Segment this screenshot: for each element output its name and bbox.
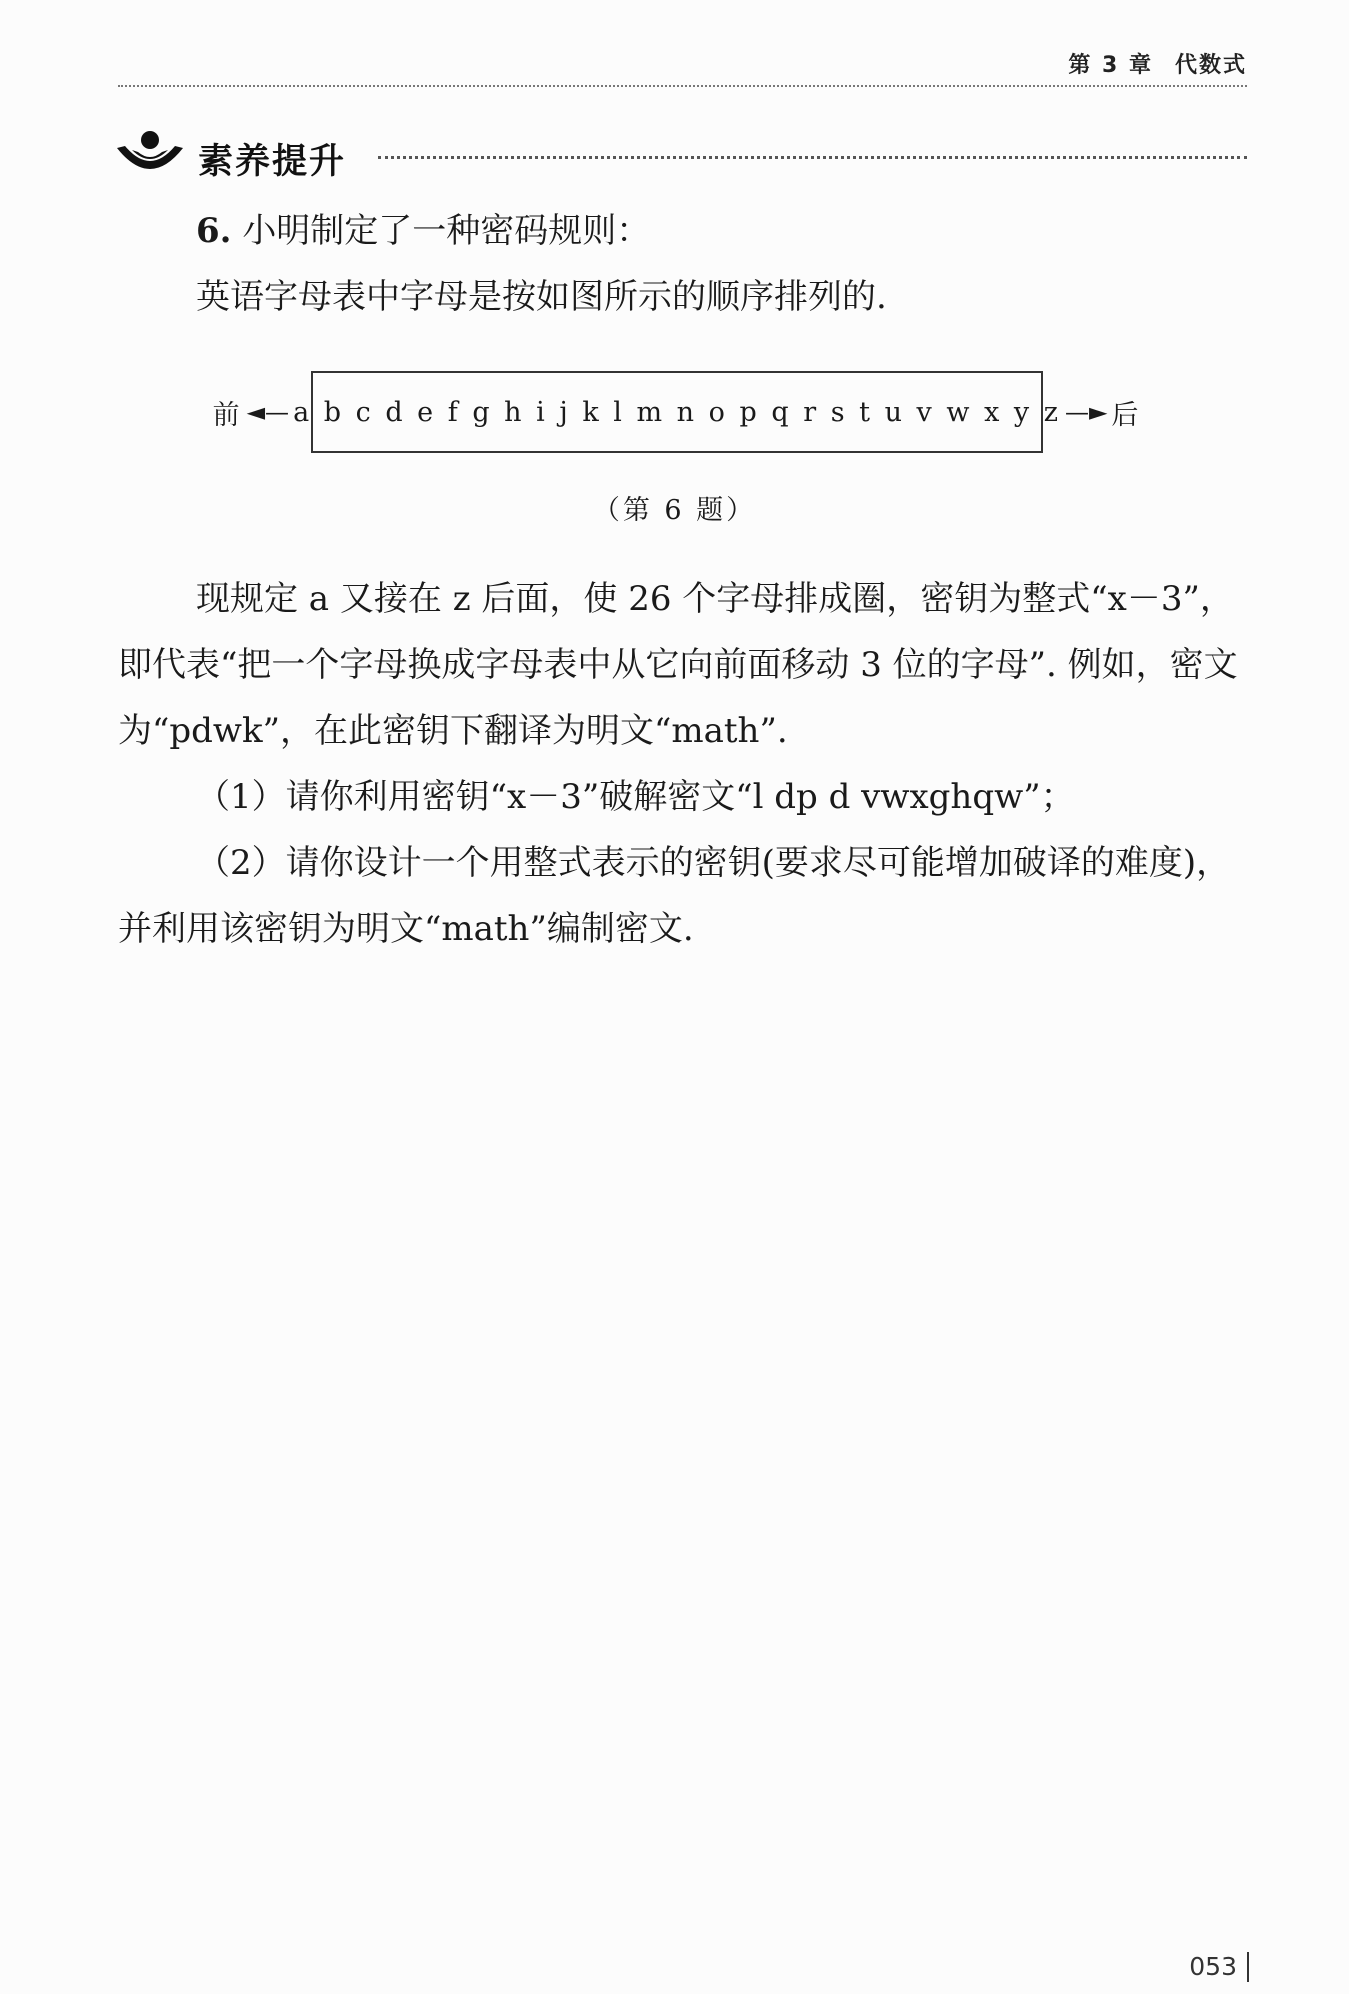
front-label: 前 (212, 399, 243, 431)
part-1: （1）请你利用密钥“x－3”破解密文“l dp d vwxghqw”； (196, 777, 1075, 817)
question-line-2: 英语字母表中字母是按如图所示的顺序排列的. (196, 277, 887, 317)
person-reading-icon (114, 128, 186, 180)
figure-caption: （第 6 题） (592, 495, 757, 526)
alphabet-letters: a b c d e f g h i j k l m n o p q r s t u v w x y z (293, 396, 1061, 428)
right-arrow-icon: —► (1064, 398, 1108, 426)
alphabet-figure (212, 371, 1142, 453)
rule-paragraph: 现规定 a 又接在 z 后面，使 26 个字母排成圈，密钥为整式“x－3”，即代表“把一个字母换成字母表中从它向前面移动 3 位的字母”. 例如，密文为“pdwk”，在此密钥下翻译为明文“math”. (118, 579, 1238, 751)
question-intro (118, 198, 1247, 264)
header-divider (118, 85, 1247, 87)
back-label: 后 (1111, 399, 1142, 431)
question-intro-text: 小明制定了一种密码规则： (242, 211, 651, 251)
page-number: 053 (1189, 1952, 1249, 1982)
chapter-title: 代数式 (1174, 53, 1247, 78)
left-arrow-icon: ◄— (246, 398, 290, 426)
question-number: 6. (196, 211, 232, 251)
chapter-number: 第 3 章 (1068, 53, 1153, 78)
page-header (1068, 48, 1247, 79)
part-2: （2）请你设计一个用整式表示的密钥(要求尽可能增加破译的难度)，并利用该密钥为明文“math”编制密文. (118, 843, 1231, 949)
section-title: 素养提升 (198, 142, 347, 182)
section-divider (378, 156, 1247, 159)
